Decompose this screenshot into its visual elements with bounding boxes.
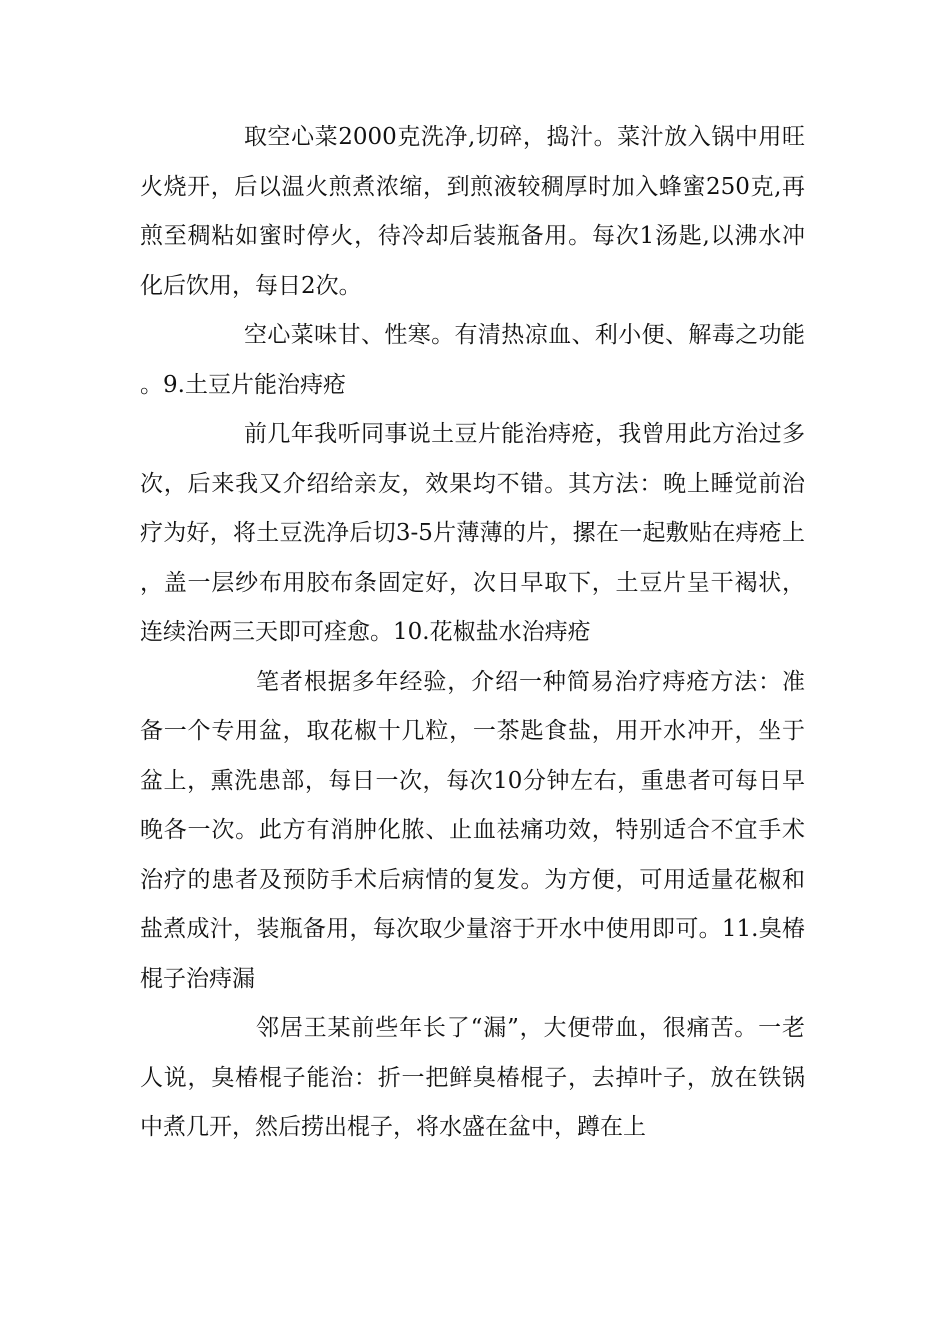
paragraph-water-spinach-recipe: 取空心菜2000克洗净,切碎，捣汁。菜汁放入锅中用旺火烧开，后以温火煎煮浓缩，到煎液较稠厚时加入蜂蜜250克,再煎至稠粘如蜜时停火，待冷却后装瓶备用。每次1汤匙,以沸水冲化后饮用，每日2次。 xyxy=(140,124,805,299)
paragraph-water-spinach-properties: 空心菜味甘、性寒。有清热凉血、利小便、解毒之功能。9.土豆片能治痔疮 xyxy=(140,322,805,398)
paragraph-ailanthus-stick-remedy: 邻居王某前些年长了“漏”，大便带血，很痛苦。一老人说，臭椿棍子能治：折一把鲜臭椿棍子，去掉叶子，放在铁锅中煮几开，然后捞出棍子，将水盛在盆中，蹲在上 xyxy=(140,1015,805,1140)
document-body xyxy=(140,113,805,1153)
paragraph-potato-slice-remedy: 前几年我听同事说土豆片能治痔疮，我曾用此方治过多次，后来我又介绍给亲友，效果均不错。其方法：晚上睡觉前治疗为好，将土豆洗净后切3-5片薄薄的片，摞在一起敷贴在痔疮上，盖一层纱布用胶布条固定好，次日早取下，土豆片呈干褐状，连续治两三天即可痊愈。10.花椒盐水治痔疮 xyxy=(140,421,805,645)
paragraph-pepper-salt-water-remedy: 笔者根据多年经验，介绍一种简易治疗痔疮方法：准备一个专用盆，取花椒十几粒，一茶匙食盐，用开水冲开，坐于盆上，熏洗患部，每日一次，每次10分钟左右，重患者可每日早晚各一次。此方有消肿化脓、止血祛痛功效，特别适合不宜手术治疗的患者及预防手术后病情的复发。为方便，可用适量花椒和盐煮成汁，装瓶备用，每次取少量溶于开水中使用即可。11.臭椿棍子治痔漏 xyxy=(140,668,805,992)
